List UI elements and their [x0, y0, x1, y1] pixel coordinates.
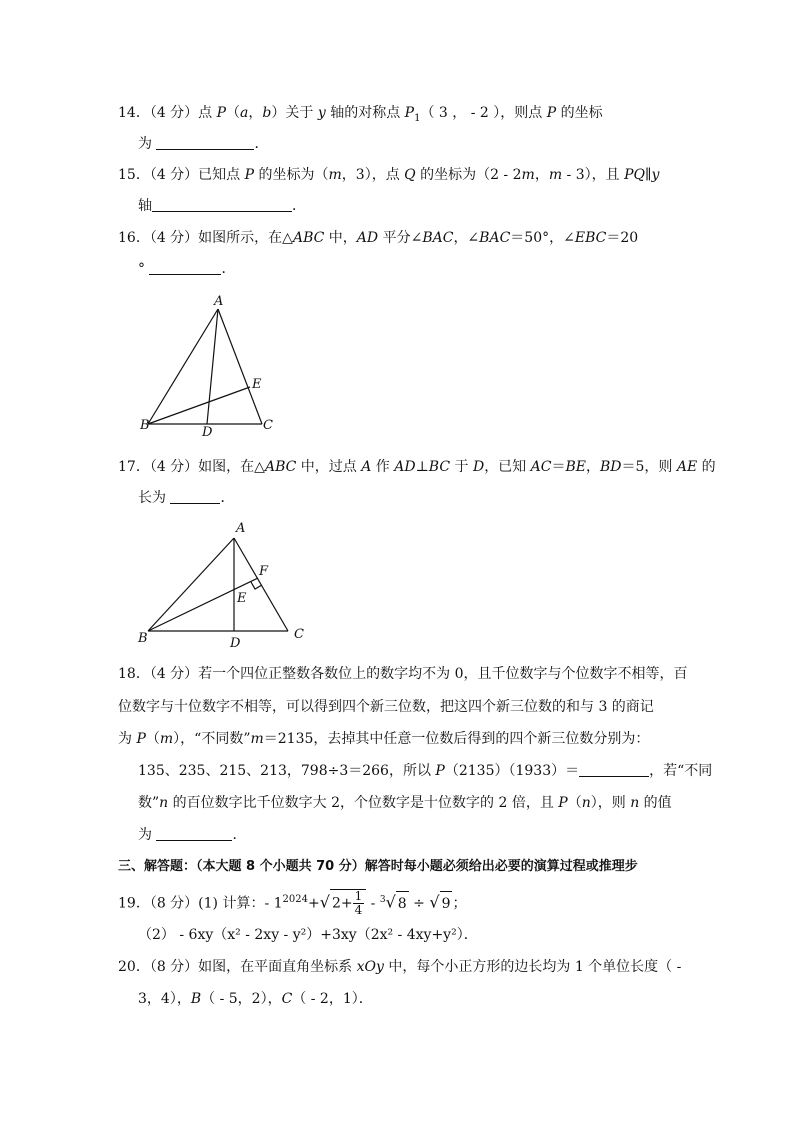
q18-line6: 为 ． [138, 827, 247, 843]
q17-right-angle-mark [251, 582, 262, 589]
q17-side-ab [148, 538, 234, 631]
q16-label-a: A [214, 294, 224, 309]
answer-blank[interactable] [149, 260, 221, 275]
q16-line2: ° ． [138, 261, 236, 277]
answer-blank[interactable] [156, 826, 232, 841]
q19-line1: 19．（8 分）(1) 计算：- $1^{2024}+√$ 2+ $\frac{1}{4}$ - $^3$√ 8 ÷ √ 9 ； [118, 889, 467, 918]
answer-blank[interactable] [579, 762, 649, 777]
q18-line5: 数”n 的百位数字比千位数字大 2，个位数字是十位数字的 2 倍，且 P（n），则 n 的值 [138, 795, 672, 811]
q19-line2: （2） - 6xy（x² - 2xy - y²）+3xy（2x² - 4xy+y²）． [138, 927, 478, 943]
q17-label-f: F [259, 564, 269, 579]
q18-line2: 位数字与十位数字不相等，可以得到四个新三位数，把这四个新三位数的和与 3 的商记 [118, 699, 654, 715]
answer-blank[interactable] [156, 135, 254, 150]
q17-label-a: A [236, 521, 246, 536]
q16-line1: 16．（4 分）如图所示，在△ABC 中，AD 平分∠BAC，∠BAC＝50°，∠EBC＝20 [118, 230, 639, 246]
answer-blank[interactable] [170, 489, 220, 504]
q17-label-b: B [138, 631, 148, 646]
q17-line1: 17．（4 分）如图，在△ABC 中，过点 A 作 AD⊥BC 于 D，已知 AC＝BE，BD＝5，则 AE 的 [118, 459, 716, 475]
q18-line1: 18．（4 分）若一个四位正整数各数位上的数字均不为 0，且千位数字与个位数字不相等，百 [118, 666, 688, 682]
q16-label-c: C [263, 418, 273, 433]
q16-label-d: D [202, 425, 213, 440]
q15-line1: 15．（4 分）已知点 P 的坐标为（m，3），点 Q 的坐标为（2 - 2m，m - 3），且 PQ∥y [118, 167, 660, 183]
q15-line2: 轴 ． [138, 198, 306, 214]
q20-line1: 20．（8 分）如图，在平面直角坐标系 xOy 中，每个小正方形的边长均为 1 个单位长度（ - [118, 959, 682, 975]
q16-segment-be [148, 387, 250, 424]
q16-label-b: B [140, 418, 150, 433]
section-heading: 三、解答题：（本大题 8 个小题共 70 分）解答时每小题必须给出必要的演算过程或推理步 [118, 859, 638, 874]
q16-side-ab [148, 309, 218, 424]
q17-label-e: E [237, 591, 247, 606]
answer-blank[interactable] [152, 197, 292, 212]
q16-side-ac [218, 309, 262, 424]
q17-segment-bf [148, 578, 258, 631]
q20-line2: 3，4），B（ - 5，2），C（ - 2，1）． [138, 991, 373, 1007]
q17-label-c: C [294, 627, 304, 642]
q18-line3: 为 P（m），“不同数”m＝2135，去掉其中任意一位数后得到的四个新三位数分别为： [118, 731, 650, 747]
q17-label-d: D [230, 636, 241, 651]
q18-line4: 135、235、215、213，798÷3＝266，所以 P（2135）（1933）＝ ，若“不同 [138, 763, 713, 779]
q16-segment-ad [207, 309, 218, 424]
q16-label-e: E [252, 377, 262, 392]
q17-line2: 长为 ． [138, 490, 235, 506]
q17-side-ac [234, 538, 288, 631]
q14-line2: 为 ． [138, 136, 269, 152]
q14-line1: 14．（4 分）点 P（a，b）关于 y 轴的对称点 $P_1$（ 3 ， - 2 ），则点 P 的坐标 [118, 105, 603, 124]
